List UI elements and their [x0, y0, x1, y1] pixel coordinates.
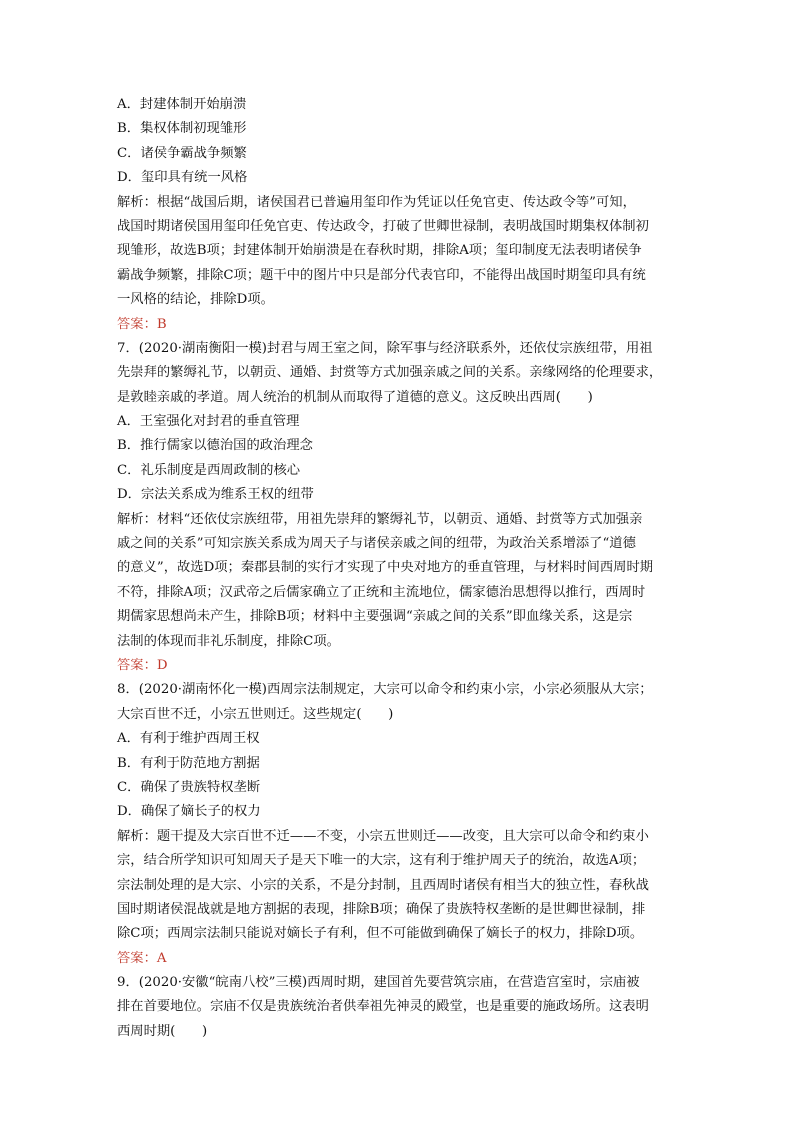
answer-line: 答案：A [117, 950, 167, 966]
analysis-line: 期儒家思想尚未产生，排除B项；材料中主要强调“亲戚之间的关系”即血缘关系，这是宗 [117, 609, 633, 625]
analysis-line: 除C项；西周宗法制只能说对嫡长子有利，但不可能做到确保了嫡长子的权力，排除D项。 [117, 926, 644, 942]
analysis-line: 现雏形，故选B项；封建体制开始崩溃是在春秋时期，排除A项；玺印制度无法表明诸侯争 [117, 243, 642, 259]
analysis-line: 不符，排除A项；汉武帝之后儒家确立了正统和主流地位，儒家德治思想得以推行，西周时 [117, 584, 646, 600]
option-line: C．诸侯争霸战争频繁 [117, 145, 247, 161]
analysis-line: 国时期诸侯混战就是地方割据的表现，排除B项；确保了贵族特权垄断的是世卿世禄制，排 [117, 901, 646, 917]
option-line: D．宗法关系成为维系王权的纽带 [117, 487, 314, 503]
document-body [117, 93, 691, 1044]
option-line: C．礼乐制度是西周政制的核心 [117, 462, 301, 478]
analysis-line: 法制的体现而非礼乐制度，排除C项。 [117, 633, 340, 649]
analysis-line: 一风格的结论，排除D项。 [117, 292, 274, 308]
option-line: C．确保了贵族特权垄断 [117, 779, 261, 795]
analysis-line: 战国时期诸侯国用玺印任免官吏、传达政令，打破了世卿世禄制，表明战国时期集权体制初 [117, 218, 649, 234]
question-line: 大宗百世不迁，小宗五世则迁。这些规定( ) [117, 706, 394, 722]
question-line: 9．(2020·安徽“皖南八校”三模)西周时期，建国首先要营筑宗庙，在营造宫室时，宗庙被 [117, 975, 640, 991]
analysis-line: 宗，结合所学知识可知周天子是天下唯一的大宗，这有利于维护周天子的统治，故选A项； [117, 853, 646, 869]
option-line: B．集权体制初现雏形 [117, 121, 247, 137]
option-line: B．有利于防范地方割据 [117, 755, 260, 771]
option-line: D．玺印具有统一风格 [117, 170, 248, 186]
question-line: 先崇拜的繁缛礼节，以朝贡、通婚、封赏等方式加强亲戚之间的关系。亲缘网络的伦理要求， [117, 365, 663, 381]
analysis-line: 解析：题干提及大宗百世不迁——不变，小宗五世则迁——改变，且大宗可以命令和约束小 [117, 828, 649, 844]
option-line: A．有利于维护西周王权 [117, 731, 260, 747]
question-line: 7．(2020·湖南衡阳一模)封君与周王室之间，除军事与经济联系外，还依仗宗族纽带，用祖 [117, 340, 653, 356]
analysis-line: 解析：材料“还依仗宗族纽带，用祖先崇拜的繁缛礼节，以朝贡、通婚、封赏等方式加强亲 [117, 511, 643, 527]
analysis-line: 戚之间的关系”可知宗族关系成为周天子与诸侯亲戚之间的纽带，为政治关系增添了“道德 [117, 536, 636, 552]
option-line: D．确保了嫡长子的权力 [117, 804, 261, 820]
option-line: A．王室强化对封君的垂直管理 [117, 414, 300, 430]
question-line: 西周时期( ) [117, 1023, 208, 1039]
analysis-line: 霸战争频繁，排除C项；题干中的图片中只是部分代表官印，不能得出战国时期玺印具有统 [117, 267, 646, 283]
answer-line: 答案：B [117, 316, 167, 332]
question-line: 8．(2020·湖南怀化一模)西周宗法制规定，大宗可以命令和约束小宗，小宗必须服从大宗； [117, 682, 653, 698]
question-line: 排在首要地位。宗庙不仅是贵族统治者供奉祖先神灵的殿堂，也是重要的施政场所。这表明 [117, 999, 649, 1015]
option-line: A．封建体制开始崩溃 [117, 97, 247, 112]
option-line: B．推行儒家以德治国的政治理念 [117, 438, 313, 454]
question-line: 是敦睦亲戚的孝道。周人统治的机制从而取得了道德的意义。这反映出西周( ) [117, 389, 593, 405]
analysis-line: 宗法制处理的是大宗、小宗的关系，不是分封制，且西周时诸侯有相当大的独立性，春秋战 [117, 877, 649, 893]
answer-line: 答案：D [117, 657, 168, 673]
analysis-line: 的意义”，故选D项；秦郡县制的实行才实现了中央对地方的垂直管理，与材料时间西周时期 [117, 560, 654, 576]
analysis-line: 解析：根据“战国后期，诸侯国君已普遍用玺印作为凭证以任免官吏、传达政令等”可知， [117, 194, 636, 210]
